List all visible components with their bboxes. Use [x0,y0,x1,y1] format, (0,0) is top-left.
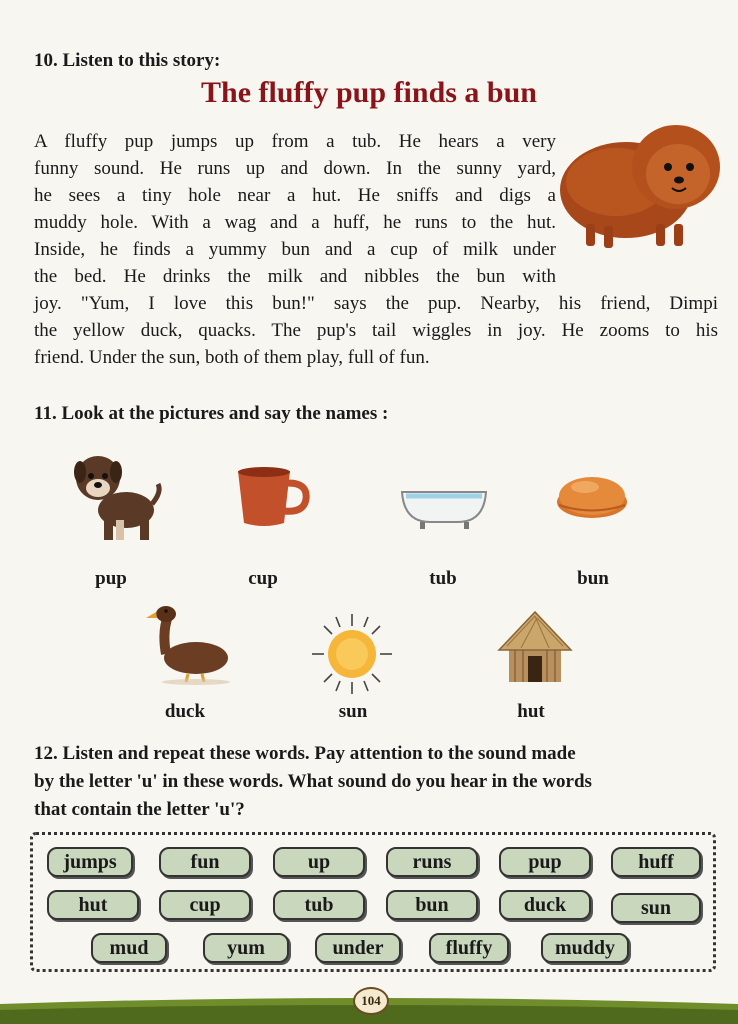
puppy-icon [68,448,164,546]
bathtub-icon [398,482,490,530]
page-number: 104 [353,987,389,1015]
story-line: friend. Under the sun, both of them play, full of fun. [34,347,430,368]
bun-icon [555,472,630,520]
pomeranian-illustration [556,112,728,257]
word-chip: mud [91,933,167,963]
picture-label-hut: hut [517,701,545,722]
duck-icon [144,602,232,686]
word-chip: duck [499,890,591,920]
story-line: A fluffy pup jumps up from a tub. He hears a very [34,131,556,152]
word-chip: tub [273,890,365,920]
word-chip: fluffy [429,933,509,963]
word-chip: hut [47,890,139,920]
picture-label-pup: pup [95,568,127,589]
picture-label-sun: sun [338,701,368,722]
story-line: he sees a tiny hole near a hut. He sniffs and digs a [34,185,556,206]
q11-heading: 11. Look at the pictures and say the names : [34,403,389,424]
picture-label-tub: tub [429,568,457,589]
word-chip: pup [499,847,591,877]
word-chip: runs [386,847,478,877]
story-line: the bed. He drinks the milk and nibbles the bun with [34,266,556,287]
story-line: the yellow duck, quacks. The pup's tail wiggles in joy. He zooms to his [34,320,718,341]
word-chip: bun [386,890,478,920]
word-chip: cup [159,890,251,920]
word-box [30,832,716,972]
word-chip: sun [611,893,701,923]
picture-label-duck: duck [164,701,206,722]
word-chip: fun [159,847,251,877]
q12-line: 12. Listen and repeat these words. Pay attention to the sound made [34,743,576,764]
picture-label-cup: cup [248,568,278,589]
picture-label-bun: bun [577,568,609,589]
hut-icon [497,608,573,686]
q12-instructions [34,740,724,824]
story-line: joy. "Yum, I love this bun!" says the pup. Nearby, his friend, Dimpi [34,293,718,314]
sun-icon [310,612,394,696]
story-line: muddy hole. With a wag and a huff, he runs to the hut. [34,212,556,233]
q12-line: that contain the letter 'u'? [34,799,245,820]
word-chip: jumps [47,847,133,877]
word-chip: muddy [541,933,629,963]
q12-line: by the letter 'u' in these words. What sound do you hear in the words [34,771,592,792]
story-title: The fluffy pup finds a bun [201,76,537,109]
word-chip: yum [203,933,289,963]
word-chip: huff [611,847,701,877]
word-chip: up [273,847,365,877]
word-chip: under [315,933,401,963]
story-line: Inside, he finds a yummy bun and a cup of milk under [34,239,556,260]
story-line: funny sound. He runs up and down. In the sunny yard, [34,158,556,179]
q10-heading: 10. Listen to this story: [34,50,221,71]
cup-icon [232,465,312,529]
